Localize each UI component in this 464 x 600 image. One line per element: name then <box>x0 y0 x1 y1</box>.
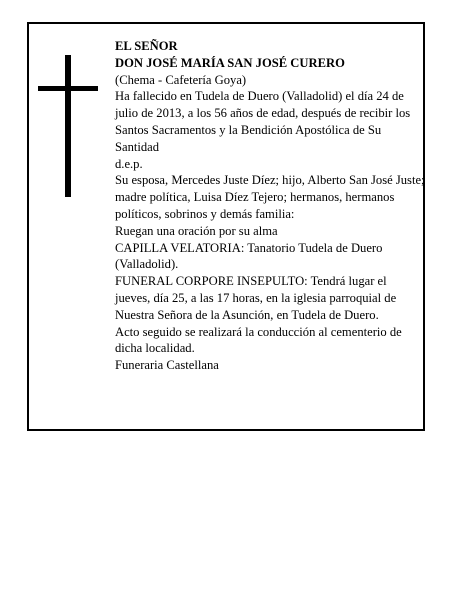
cross-vertical-bar <box>65 55 71 197</box>
funeral-info: FUNERAL CORPORE INSEPULTO: Tendrá lugar el jueves, día 25, a las 17 horas, en la iglesia parroquial de Nuestra Señora de la Asunción, en Tudela de Duero. <box>115 274 397 322</box>
obituary-text <box>115 38 425 374</box>
cross-icon <box>38 55 98 197</box>
dep-line: d.e.p. <box>115 156 143 171</box>
cross-horizontal-bar <box>38 86 98 91</box>
deceased-alias: (Chema - Cafetería Goya) <box>115 72 247 87</box>
title: EL SEÑOR <box>115 39 178 53</box>
burial-info: Acto seguido se realizará la conducción al cementerio de dicha localidad. <box>115 324 402 356</box>
prayer-request: Ruegan una oración por su alma <box>115 223 278 238</box>
funeral-home: Funeraria Castellana <box>115 358 219 373</box>
family-list: Su esposa, Mercedes Juste Díez; hijo, Alberto San José Juste; madre política, Luisa Díez Tejero; hermanos, hermanos políticos, sobrinos y demás familia: <box>115 173 425 221</box>
deceased-name: DON JOSÉ MARÍA SAN JOSÉ CURERO <box>115 55 345 70</box>
death-announcement: Ha fallecido en Tudela de Duero (Valladolid) el día 24 de julio de 2013, a los 56 años de edad, después de recibir los Santos Sacramentos y la Bendición Apostólica de Su Santidad <box>115 89 411 154</box>
chapel-info: CAPILLA VELATORIA: Tanatorio Tudela de Duero (Valladolid). <box>115 240 383 272</box>
